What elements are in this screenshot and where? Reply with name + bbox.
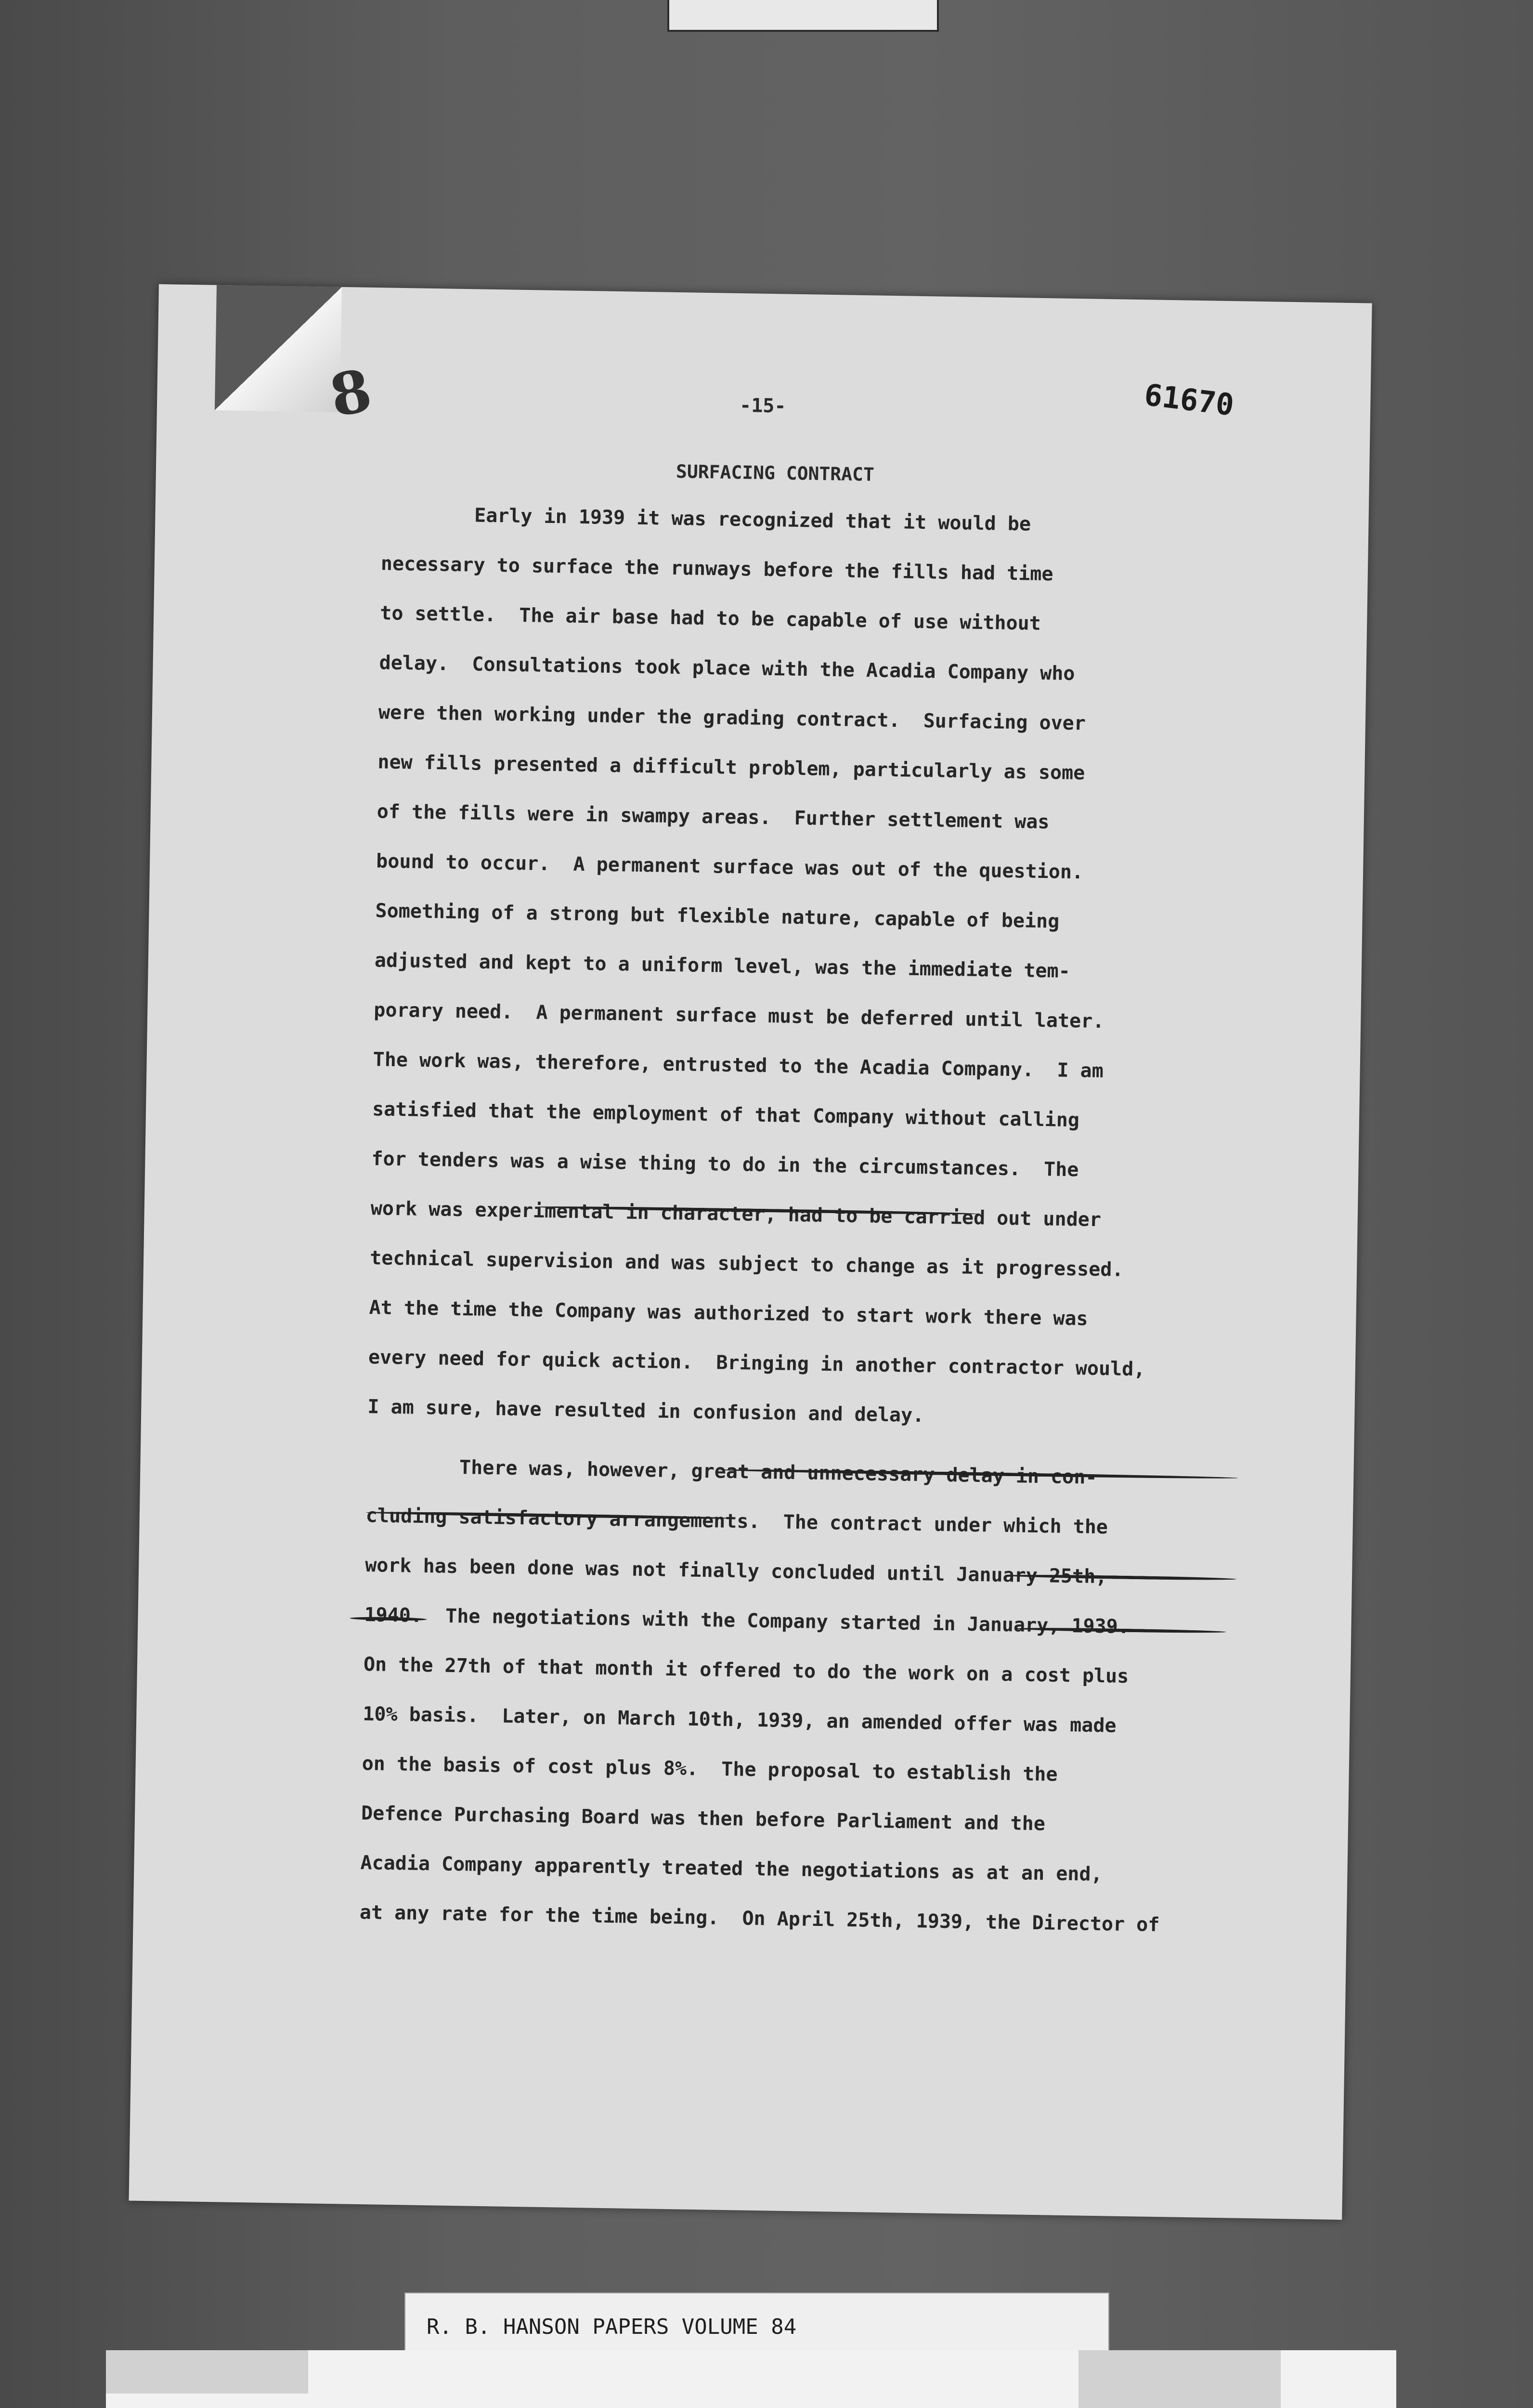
text-line: porary need. A permanent surface must be deferred until later.	[374, 999, 1104, 1033]
text-line: On the 27th of that month it offered to do the work on a cost plus	[363, 1653, 1129, 1688]
text-line: new fills presented a difficult problem, particularly as some	[377, 751, 1085, 785]
text-line: at any rate for the time being. On April 25th, 1939, the Director of	[359, 1901, 1160, 1937]
text-line: on the basis of cost plus 8%. The proposal to establish the	[362, 1753, 1058, 1786]
text-line: Early in 1939 it was recognized that it would be	[381, 503, 1031, 536]
text-line: delay. Consultations took place with the Acadia Company who	[379, 652, 1075, 685]
text-line: work was experimental in character, had to be carried out under	[370, 1197, 1102, 1231]
page-number: -15-	[739, 394, 786, 418]
text-line: necessary to surface the runways before the fills had time	[380, 552, 1053, 586]
text-line: Something of a strong but flexible nature, capable of being	[375, 900, 1060, 933]
folded-corner	[215, 285, 342, 412]
text-line: At the time the Company was authorized to start work there was	[369, 1296, 1088, 1330]
text-line: 10% basis. Later, on March 10th, 1939, an amended offer was made	[363, 1703, 1117, 1737]
document-page	[129, 284, 1372, 2220]
text-line: satisfied that the employment of that Company without calling	[372, 1098, 1080, 1132]
top-clip	[667, 0, 939, 32]
text-line: bound to occur. A permanent surface was out of the question.	[376, 850, 1084, 884]
text-line: The work was, therefore, entrusted to the Acadia Company. I am	[373, 1048, 1104, 1083]
tape-left	[106, 2350, 308, 2394]
text-line: There was, however, great and unnecessary delay in con-	[366, 1455, 1097, 1489]
text-line: to settle. The air base had to be capable of use without	[379, 602, 1041, 635]
archive-card	[106, 2350, 1396, 2408]
text-line: adjusted and kept to a uniform level, was the immediate tem-	[374, 949, 1071, 982]
text-line: for tenders was a wise thing to do in the circumstances. The	[371, 1148, 1079, 1181]
text-line: work has been done was not finally concluded until January 25th,	[364, 1554, 1107, 1588]
text-line: of the fills were in swampy areas. Further settlement was	[377, 800, 1050, 834]
section-title: SURFACING CONTRACT	[676, 460, 875, 485]
volume-label-text: R. B. HANSON PAPERS VOLUME 84	[427, 2315, 797, 2339]
stamp-number: 61670	[1142, 377, 1236, 423]
text-line: cluding satisfactory arrangements. The contract under which the	[365, 1505, 1108, 1539]
tape-right	[1078, 2350, 1281, 2408]
text-line: every need for quick action. Bringing in another contractor would,	[368, 1346, 1145, 1381]
text-line: Defence Purchasing Board was then before Parliament and the	[361, 1802, 1046, 1835]
text-line: technical supervision and was subject to change as it progressed.	[369, 1247, 1124, 1281]
text-line: 1940. The negotiations with the Company started in January, 1939.	[364, 1604, 1130, 1638]
pencil-mark: 8	[324, 356, 377, 431]
text-line: I am sure, have resulted in confusion and delay.	[367, 1396, 924, 1427]
text-line: Acadia Company apparently treated the negotiations as at an end,	[360, 1851, 1103, 1886]
text-line: were then working under the grading contract. Surfacing over	[378, 701, 1086, 735]
body-text	[359, 499, 1321, 1962]
